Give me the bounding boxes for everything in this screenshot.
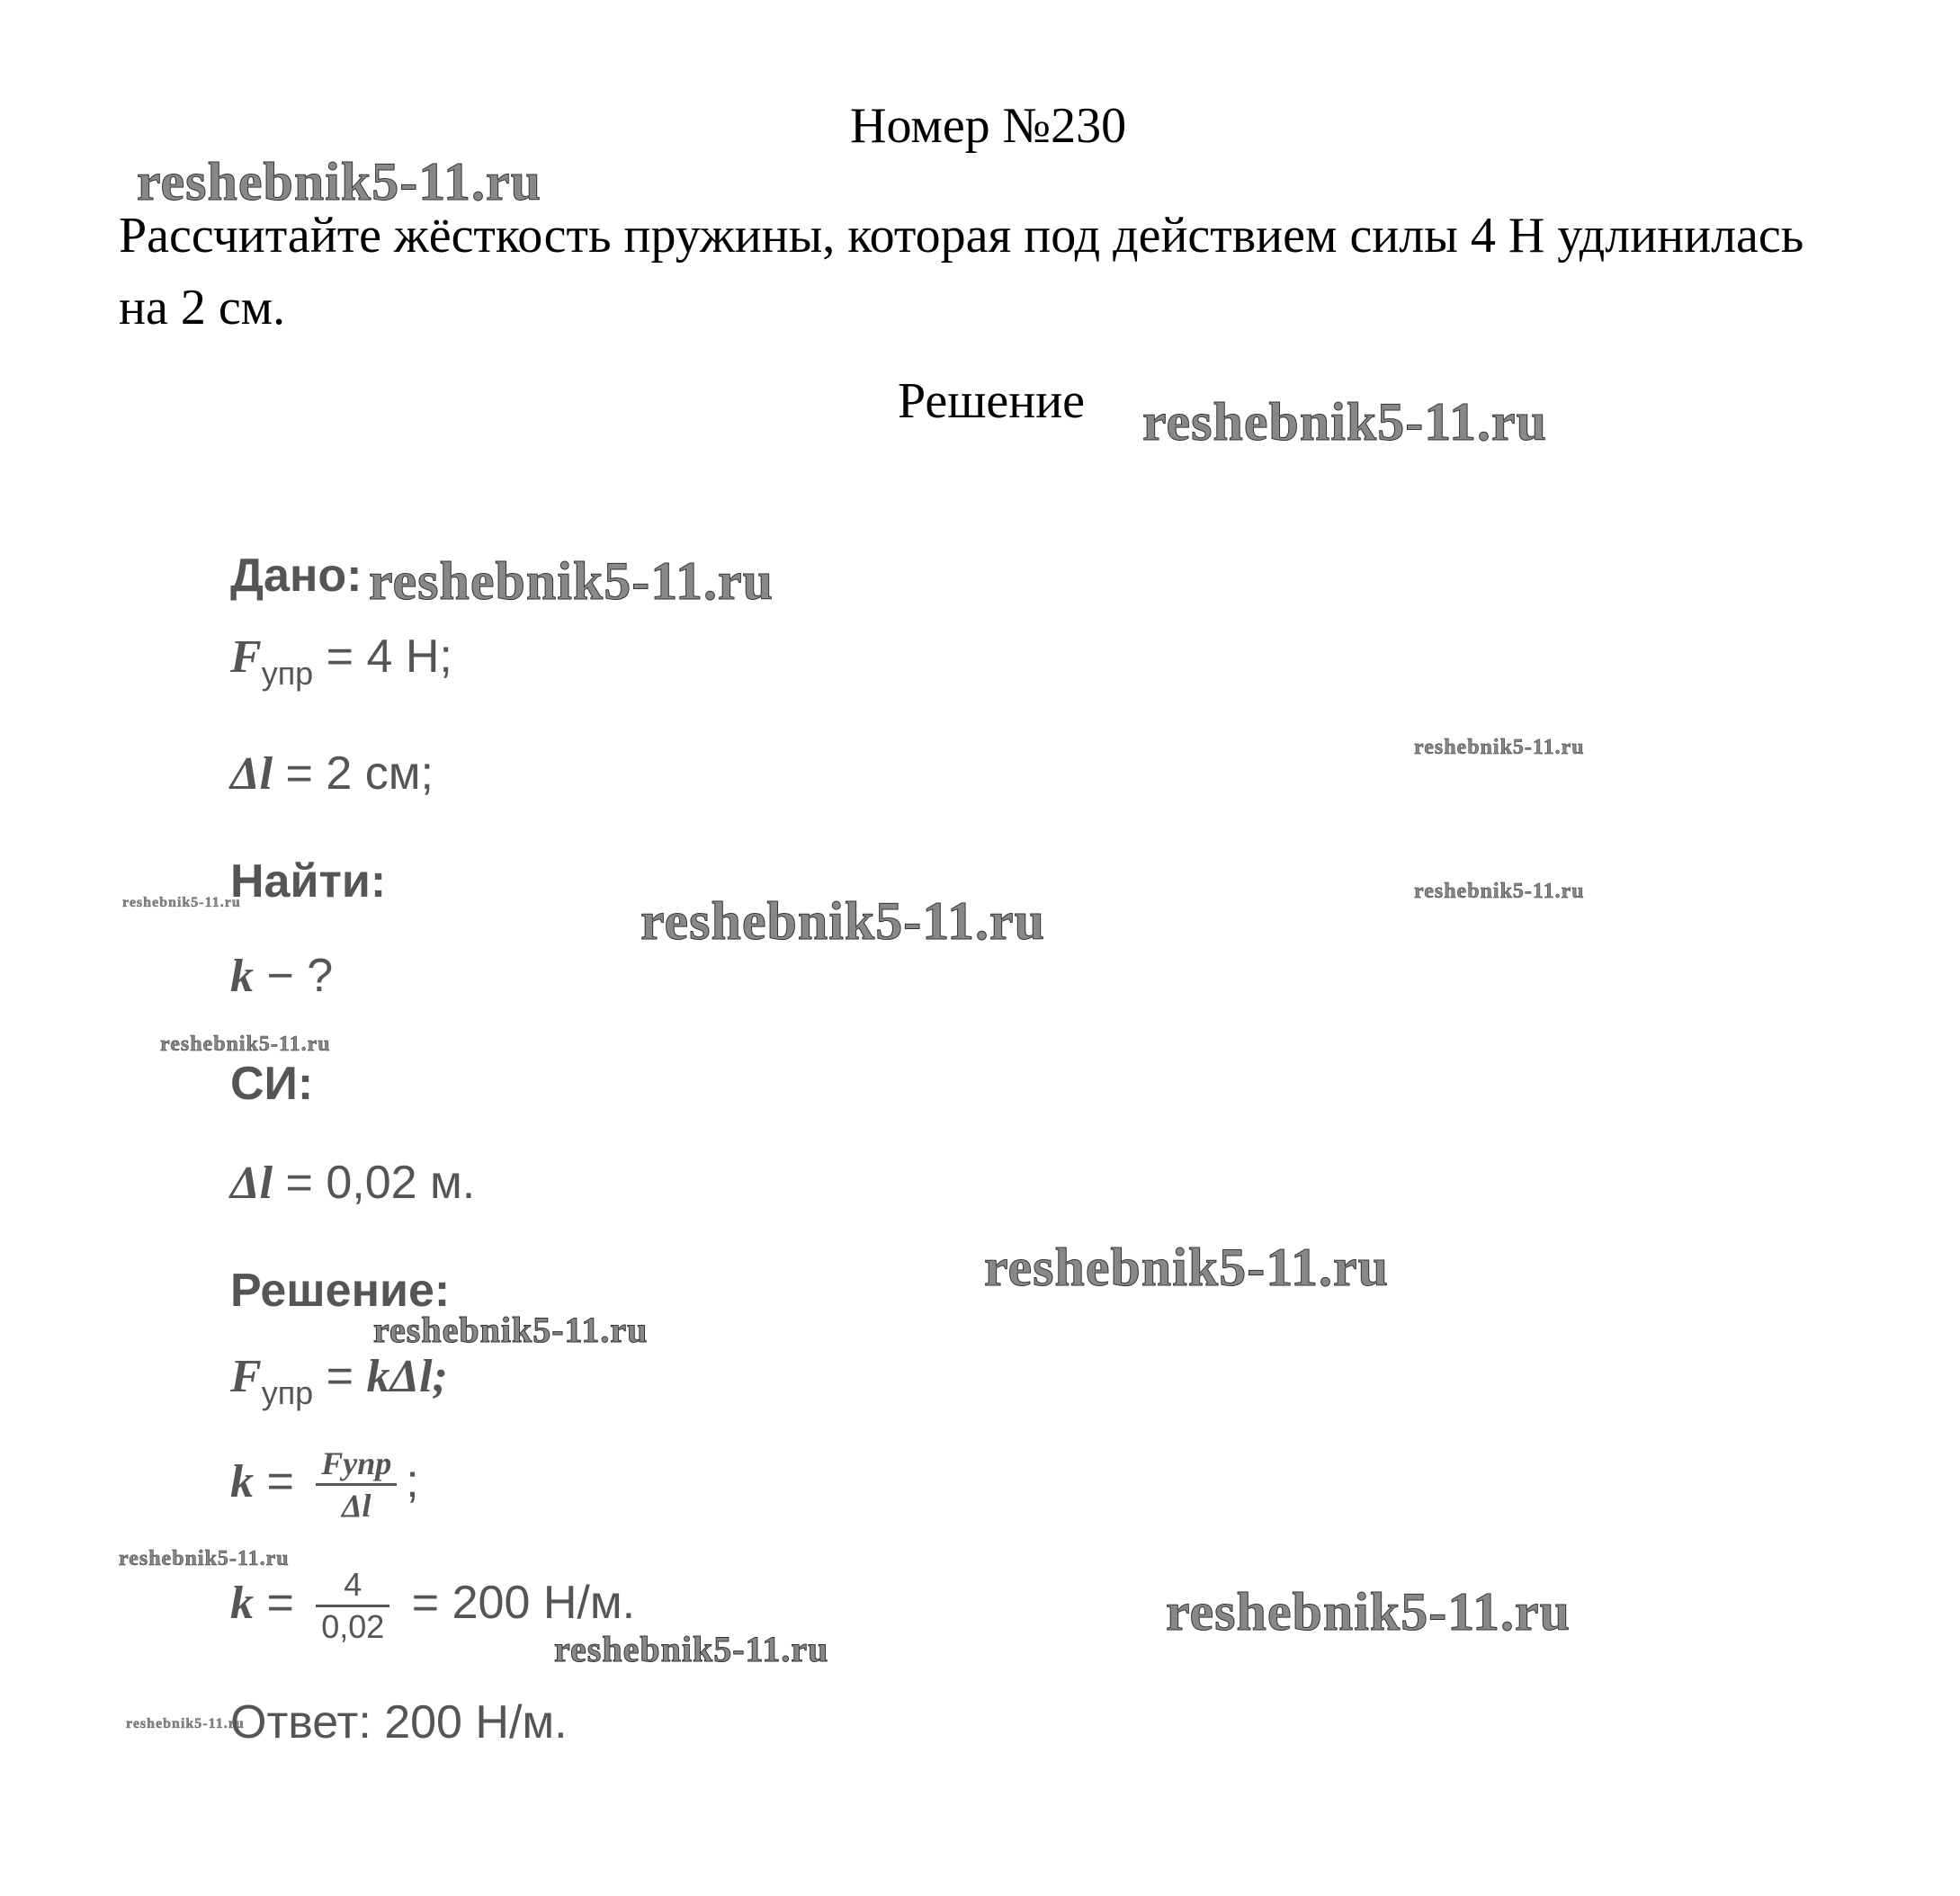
si-label: СИ: <box>230 1058 314 1110</box>
given-label: Дано: <box>230 550 362 602</box>
find-k <box>230 949 333 1003</box>
eq3-fraction <box>316 1565 389 1647</box>
si-delta-l-symbol: Δl <box>230 1158 273 1209</box>
watermark: reshebnik5-11.ru <box>369 551 774 611</box>
page-title: Номер №230 <box>850 98 1127 154</box>
eq3-result: = 200 Н/м. <box>398 1577 636 1630</box>
watermark: reshebnik5-11.ru <box>119 1547 290 1570</box>
given-elongation <box>230 747 434 800</box>
si-elongation <box>230 1156 475 1210</box>
eq1-subscript: упр <box>261 1374 314 1411</box>
watermark: reshebnik5-11.ru <box>1142 392 1547 452</box>
watermark: reshebnik5-11.ru <box>137 152 541 211</box>
watermark: reshebnik5-11.ru <box>160 1033 331 1056</box>
eq2-end: ; <box>406 1455 419 1508</box>
eq3-numerator: 4 <box>344 1566 362 1603</box>
eq1-rhs: kΔl; <box>366 1351 448 1402</box>
equation-k-formula <box>230 1444 419 1525</box>
watermark: reshebnik5-11.ru <box>373 1310 649 1350</box>
eq1-equals: = <box>313 1350 367 1402</box>
find-k-question: − ? <box>254 950 334 1002</box>
given-elongation-value: = 2 см; <box>273 747 434 800</box>
eq3-equals: = <box>254 1577 308 1630</box>
equation-hooke <box>230 1349 448 1412</box>
watermark: reshebnik5-11.ru <box>984 1238 1389 1297</box>
eq2-fraction <box>316 1444 397 1525</box>
eq2-equals: = <box>254 1455 308 1508</box>
watermark: reshebnik5-11.ru <box>126 1716 245 1731</box>
given-force <box>230 630 452 693</box>
eq3-denominator: 0,02 <box>321 1608 385 1645</box>
eq3-k-symbol: k <box>230 1578 254 1630</box>
problem-text: Рассчитайте жёсткость пружины, которая под действием силы 4 Н удлинилась на 2 см. <box>119 208 1804 335</box>
eq2-denominator: Δl <box>341 1488 371 1524</box>
eq2-k-symbol: k <box>230 1456 254 1508</box>
watermark: reshebnik5-11.ru <box>640 891 1045 951</box>
delta-l-symbol: Δl <box>230 748 273 800</box>
solution-label: Решение: <box>230 1265 451 1317</box>
k-symbol: k <box>230 951 254 1002</box>
watermark: reshebnik5-11.ru <box>1414 736 1585 759</box>
find-label: Найти: <box>230 855 387 908</box>
eq1-force-symbol: F <box>230 1351 262 1402</box>
force-symbol: F <box>230 631 262 683</box>
watermark: reshebnik5-11.ru <box>554 1629 829 1669</box>
watermark: reshebnik5-11.ru <box>1414 880 1585 903</box>
given-force-value: = 4 Н; <box>313 631 452 683</box>
force-subscript: упр <box>261 655 314 692</box>
watermark: reshebnik5-11.ru <box>122 895 241 910</box>
eq2-numerator: Fупр <box>321 1445 392 1481</box>
watermark: reshebnik5-11.ru <box>1166 1582 1571 1641</box>
answer: Ответ: 200 Н/м. <box>230 1696 568 1748</box>
solution-heading: Решение <box>898 373 1086 429</box>
si-elongation-value: = 0,02 м. <box>273 1157 476 1209</box>
